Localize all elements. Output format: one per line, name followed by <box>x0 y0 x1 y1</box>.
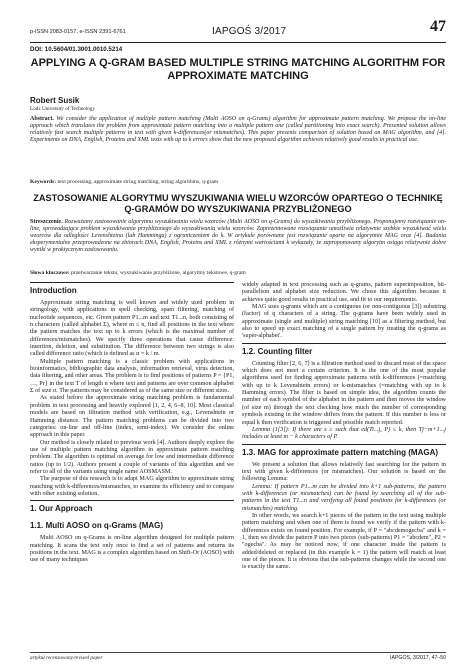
paper-title-polish: ZASTOSOWANIE ALGORYTMU WYSZUKIWANIA WIELU WZORCÓW OPARTEGO O TECHNIKĘ Q-GRAMÓW DO WYSZUKIWANIA PRZYBLIŻONEGO <box>33 193 443 214</box>
streszczenie-text: Rozważamy zastosowanie algorytmu wyszukiwania wielu wzorców (Multi AOSO on q-Grams) do wyszukiwania przybliżonego. Proponujemy rozwiązanie on-line, sprowadzające problem wyszukiwania przybliżonego do wyszukiwania wielu wzorców. Zaprezentowane rozwiązanie umożliwia relatywnie szybkie wyszukiwać wielu wzorców dla odległości Levenshteina (lub Hamminga) z ograniczeniem do k. W artykule porównane jest rozwiązanie oparte na algorytmie MAG oraz [4]. Badania eksperymentalne przeprowadzone na zbiorach DNA, English, Proteins and XML z różnymi wartościami k wykazały, że zaproponowany algorytm osiąga relatywnie dobre wyniki w praktycznym zastosowaniu. <box>30 219 446 254</box>
issn-text: p-ISSN 2083-0157, e-ISSN 2391-6761 <box>30 29 126 35</box>
page-header <box>30 18 446 40</box>
intro-paragraph-1: Approximate string matching is well known and widely used problem in stringology, with applications in spell checking, spam filtering, matching of nucleotide sequences, etc. Given pattern P1...m and text T1...n, both consisting of n characters (called alphabet Σ), where m ≤ n, find all positions in the text where the pattern matches the text up to k errors (which is the maximal number of differences/mismatches). We specify three operations that cause difference: insertion, deletion, and substitution. The difference between two strings is also called difference ratio (which is defined as α = k / m. <box>30 300 234 358</box>
intro-heading: Introduction <box>30 282 234 296</box>
page-number: 47 <box>430 18 446 35</box>
author-affiliation: Lodz University of Technology <box>30 106 96 112</box>
doi-text: DOI: 10.5604/01.3001.0010.5214 <box>30 46 123 53</box>
intro-paragraph-3: As stated before the approximate string matching problem is fundamental problem in text processing and heavily explored [1, 2, 4, 6–8, 10]. Most classical models are based on filtration method with verification, e.g., Levenshtein or Hamming distance. The pattern matching problems can be divided into two categories: on-line and off-line (index, semi-index). We consider the online approach in this paper. <box>30 395 234 439</box>
right-column <box>242 282 446 572</box>
intro-paragraph-5: The purpose of this research is to adapt MAG algorithm to approximate string matching with k-differences/mismatches, to examine its efficiency and to compare with other existing solution. <box>30 476 234 497</box>
abstract <box>30 116 446 144</box>
abstract-text: We consider the application of multiple pattern matching (Multi AOSO on q-Grams) algorithm for approximate pattern matching. We propose the on-line approach which translates the problem from approximate pattern matching into a multiple pattern one (called partitioning into exact search). Presented solution allows relatively fast search multiple patterns in text with given k-differences(or mismatches). This paper presents comparison of solution based on MAG algorithm, and [4]. Experiments on DNA, English, Proteins and XML texts with up to k errors show that the new proposed algorithm achieves relatively good results in practical use. <box>30 116 447 144</box>
slowa-kluczowe <box>30 270 446 276</box>
footer-rule <box>30 652 446 653</box>
journal-name: IAPGOŚ 3/2017 <box>212 26 287 37</box>
section-1-2-heading: 1.2. Counting filter <box>242 343 446 357</box>
header-rule <box>30 42 446 43</box>
right-paragraph-2: MAG uses q-grams which are a contiguous (or non-contiguous [3]) substring (factor) of q characters of a string. The q-grams have been widely used in approximate (single and multiple) string matching [10] as a filtering method, but also to speed up exact matching of a single pattern by treating the q-grams as 'super-alphabet'. <box>242 304 446 340</box>
intro-paragraph-4: Our method is closely related to previous work [4]. Authors deeply explore the use of multiple pattern matching algorithm in approximate pattern matching problem. The algorithm is optimal on average for low and intermediate difference ratios (up to 1/2). Authors present a couple of variants of this algorithm and we refer to all of the variants using single name AOSMASM. <box>30 439 234 475</box>
left-column <box>30 282 234 565</box>
slowa-kluczowe-text: przetwarzanie tekstu, wyszukiwanie przybliżone, algorytmy tekstowe, q-gram <box>71 270 246 276</box>
footer-right-text: IAPGOS, 3/2017, 47–50 <box>390 655 446 661</box>
right-paragraph-1: widely adapted in text processing such as q-grams, pattern superimposition, bit-parallelism and alphabet size reduction. We chose this algorithm because it achieves quite good results in practical use, and fit to our requirements. <box>242 282 446 303</box>
paper-title: APPLYING A Q-GRAM BASED MULTIPLE STRING MATCHING ALGORITHM FOR APPROXIMATE MATCHING <box>30 57 446 82</box>
section-1-2-lemma: Lemma (1[3]): If there are s ≥ such that ed(Ti...j, P) ≤ k, then Tj−m+1...j includes at least m − k characters of P. <box>242 426 446 441</box>
keywords-text: text processing, approximate string matching, string algorithms, q-gram <box>57 179 219 185</box>
keywords-label: Keywords: <box>30 179 57 185</box>
author-name: Robert Susik <box>30 96 80 105</box>
section-1-heading: 1. Our Approach <box>30 500 234 514</box>
section-1-3-paragraph-1: We present a solution that allows relatively fast searching for the pattern in text with given k-differences (or mismatches). Our solution is based on the following Lemma: <box>242 461 446 483</box>
section-1-3-paragraph-2: In other words, we search k+1 pieces of the pattern in the text using multiple pattern matching and when one of them is found we verify if the pattern with k-differences exists on found position. For example, if P = "abcdemogecba" and k = 1, then we divide the pattern P into two pieces (sub-patterns) P1 = "abcdem", P2 = "ogecba". As may be noticed now, if one character inside the pattern is added/deleted or replaced (in this example k = 1) the pattern will match at least one of the pieces. It is obvious that the sub-patterns changes while the second one is exactly the same. <box>242 512 446 571</box>
section-1-1-paragraph-1: Multi AOSO on q-Grams is on-line algorithm designed for multiple pattern matching. It scans the text only once to find a set of patterns and returns its positions in the text. MAG is a complex algorithm based on Shift-Or (AOSO) with use of many techniques <box>30 535 234 564</box>
slowa-kluczowe-label: Słowa kluczowe: <box>30 270 70 276</box>
section-1-1-heading: 1.1. Multi AOSO on q-Grams (MAG) <box>30 521 164 531</box>
streszczenie <box>30 219 446 254</box>
intro-paragraph-2: Multiple pattern matching is a classic problem with applications in bioinformatics, bibliographic data analysis, information retrieval, virus detection, data filtering, and other areas. The problem is to find positions of patterns P = {P1, …, Pr} in the text T of length n where text and patterns are over common alphabet Σ of size σ. The patterns may be considered as of the same size or different sizes. <box>30 358 234 395</box>
section-1-2-paragraph-1: Counting filter [2, 6, 7] is a filtration method used to discard most of the space which does not meet a certain criterion. It is the one of the most popular algorithms used for finding approximate patterns with k-differences (=matching with up to k Levenshtein errors) or k-mismatches (=matching with up to k Hamming errors). The filter is based on simple idea, the algorithm counts the number of each symbol of the alphabet in the pattern and then moves the window (of size m) through the text checking how much the number of corresponding symbols existing in the window differs from the pattern. If this number is less or equal k then verification is triggered and possible match reported. <box>242 360 446 426</box>
footer-left-text: artykuł recenzowany/revised paper <box>30 655 103 661</box>
section-1-3-heading: 1.3. MAG for approximate pattern matching (MAGA) <box>242 444 446 458</box>
section-1-3-lemma: Lemma: If pattern P1...m can be divided into k+1 sub-patterns, the pattern with k-differences (or mismatches) can be found by searching all of the sub-patterns in the text T1...n and verifying all found positions for k-differences (or mismatches) matching. <box>242 483 446 512</box>
keywords <box>30 179 446 185</box>
abstract-label: Abstract. <box>30 116 54 122</box>
streszczenie-label: Streszczenie. <box>30 219 63 225</box>
